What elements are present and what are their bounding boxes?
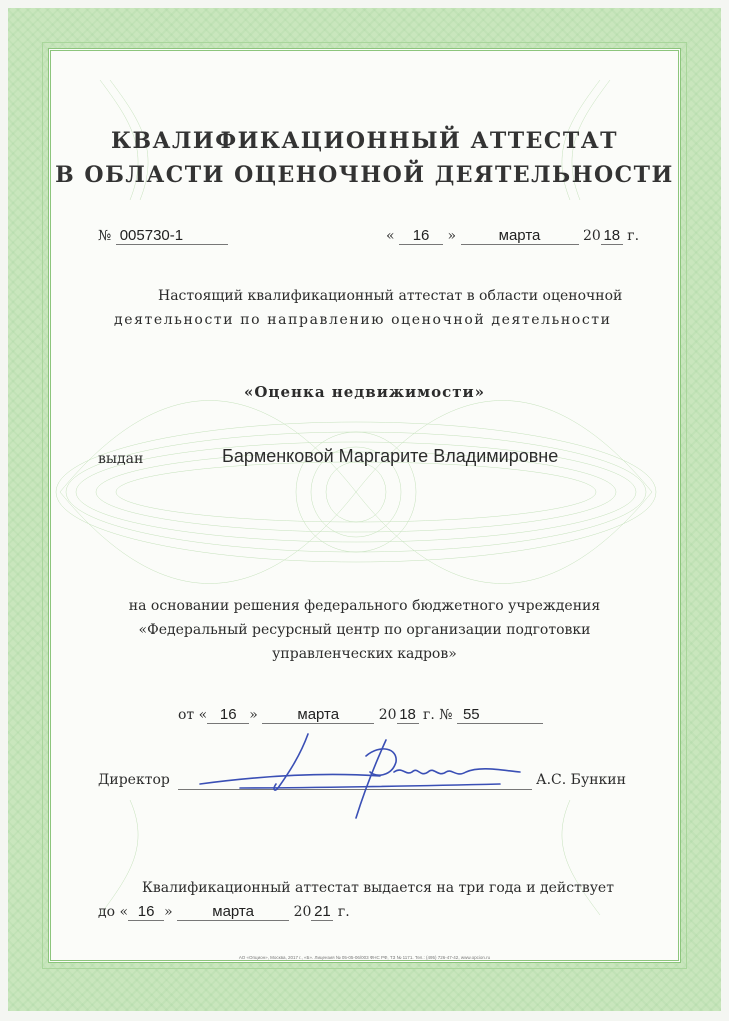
- year-unit: г.: [422, 707, 435, 723]
- year-prefix: 20: [582, 228, 601, 244]
- basis-line-3: управленческих кадров»: [272, 646, 457, 662]
- until-label: до: [98, 904, 116, 920]
- printer-imprint: АО «Опцион», Москва, 2017 г., «Б». Лицензия № 05-05-06/003 ФНС РФ, ТЗ № 1171. Тел.: (495) 726-47-42, www.opcion.ru: [238, 955, 491, 960]
- basis-line-2: «Федеральный ресурсный центр по организации подготовки: [138, 622, 591, 638]
- validity-year-suffix: 21: [311, 903, 333, 921]
- quote-close: »: [447, 228, 457, 244]
- certificate-number-row: [98, 227, 228, 245]
- from-label: от: [178, 707, 195, 723]
- decision-number: 55: [457, 706, 543, 724]
- recipient-name: Барменковой Маргарите Владимировне: [222, 446, 559, 466]
- quote-close: »: [249, 707, 258, 723]
- body-line-1: Настоящий квалификационный аттестат в области оценочной: [158, 288, 623, 304]
- issue-day: 16: [399, 227, 443, 245]
- decision-month: марта: [262, 706, 374, 724]
- signatory-name: А.С. Бункин: [536, 772, 626, 788]
- issue-year-suffix: 18: [601, 227, 623, 245]
- title-line-2: В ОБЛАСТИ ОЦЕНОЧНОЙ ДЕЯТЕЛЬНОСТИ: [55, 162, 674, 188]
- direction: «Оценка недвижимости»: [243, 383, 486, 401]
- quote-open: «: [119, 904, 129, 920]
- number-label: №: [98, 228, 112, 244]
- quote-open: «: [198, 707, 208, 723]
- quote-close: »: [164, 904, 173, 920]
- validity-line-1: Квалификационный аттестат выдается на три года и действует: [142, 880, 614, 896]
- validity-day: 16: [128, 903, 164, 921]
- signatory-title: Директор: [98, 772, 170, 788]
- quote-open: «: [386, 228, 395, 244]
- certificate-number: 005730-1: [116, 227, 228, 245]
- issue-month: марта: [461, 227, 579, 245]
- validity-month: марта: [177, 903, 289, 921]
- title-line-1: КВАЛИФИКАЦИОННЫЙ АТТЕСТАТ: [110, 128, 619, 154]
- year-prefix: 20: [378, 707, 397, 723]
- decision-day: 16: [207, 706, 249, 724]
- validity-date-row: [98, 903, 350, 921]
- year-prefix: 20: [293, 904, 312, 920]
- body-line-2: деятельности по направлению оценочной деятельности: [114, 312, 612, 328]
- issued-label: выдан: [98, 451, 144, 467]
- year-unit: г.: [337, 904, 350, 920]
- issue-date-row: [386, 227, 639, 245]
- year-unit: г.: [627, 228, 640, 244]
- decision-number-label: №: [439, 707, 453, 723]
- decision-date-row: [178, 706, 543, 724]
- decision-year-suffix: 18: [397, 706, 419, 724]
- director-signature: [180, 726, 540, 826]
- basis-line-1: на основании решения федерального бюджетного учреждения: [128, 598, 601, 614]
